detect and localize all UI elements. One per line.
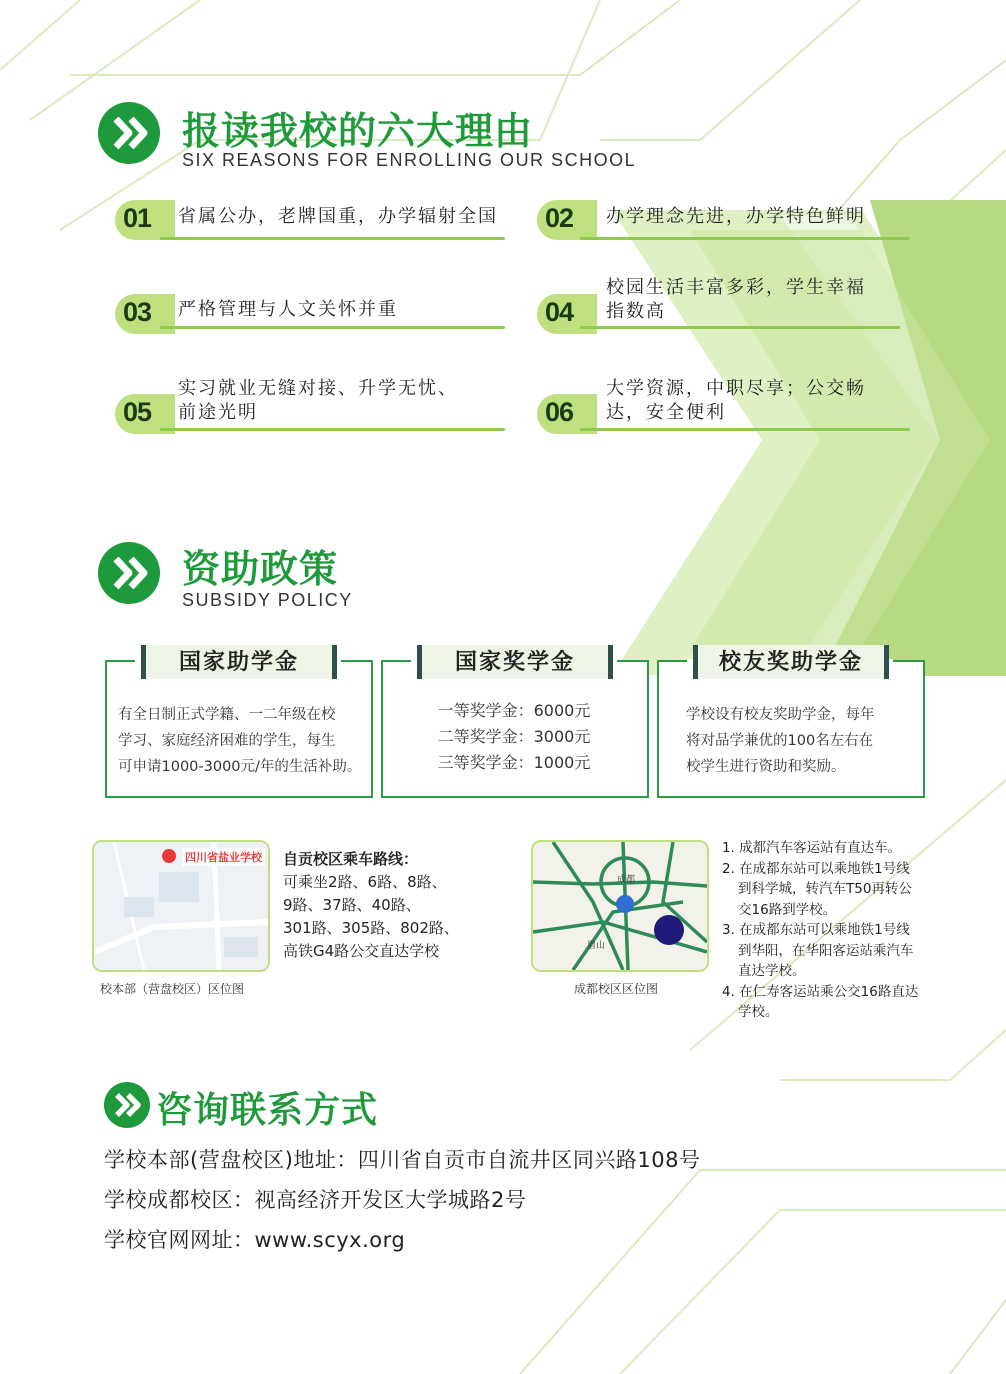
body-line: 三等奖学金：1000元 <box>437 753 591 772</box>
subsidy-subtitle: SUBSIDY POLICY <box>182 590 353 610</box>
zigong-campus-map <box>92 840 270 972</box>
zigong-map-caption: 校本部（营盘校区）区位图 <box>100 982 245 996</box>
route-line: 2. 在成都东站可以乘地铁1号线 <box>722 860 910 877</box>
body-line: 有全日制正式学籍、一二年级在校 <box>118 707 336 723</box>
reason-text: 严格管理与人文关怀并重 <box>178 299 398 320</box>
reason-underline <box>580 326 900 329</box>
reason-text: 校园生活丰富多彩，学生幸福 <box>606 277 866 298</box>
chengdu-route-3 <box>722 920 962 982</box>
body-line: 学校设有校友奖助学金，每年 <box>686 707 875 723</box>
body-line: 学习、家庭经济困难的学生，每生 <box>118 733 336 749</box>
route-line: 4. 在仁寿客运站乘公交16路直达 <box>722 983 919 1000</box>
chengdu-campus-map <box>531 840 709 972</box>
map-marker-label: 四川省盐业学校 <box>182 848 265 866</box>
route-line: 直达学校。 <box>738 963 806 979</box>
reason-text-line2: 前途光明 <box>178 402 258 423</box>
zigong-routes <box>283 848 483 963</box>
body-line: 二等奖学金：3000元 <box>437 727 591 746</box>
reason-number: 02 <box>545 203 574 233</box>
reasons-section-icon <box>98 102 160 164</box>
map-label-chengdu: 成都 <box>617 875 636 885</box>
reason-text: 办学理念先进，办学特色鲜明 <box>606 206 866 227</box>
reason-underline <box>160 326 505 329</box>
reason-number: 06 <box>545 397 574 427</box>
body-line: 可申请1000-3000元/年的生活补助。 <box>118 759 362 775</box>
reason-underline <box>160 237 505 240</box>
route-line: 到科学城，转汽车T50再转公 <box>738 881 912 897</box>
reason-underline <box>580 428 910 431</box>
route-line: 交16路到学校。 <box>738 901 837 918</box>
reason-number: 04 <box>545 297 574 327</box>
reason-text-line2: 指数高 <box>606 301 666 322</box>
reasons-subtitle: SIX REASONS FOR ENROLLING OUR SCHOOL <box>182 150 637 170</box>
subsidy-box-title: 国家助学金 <box>141 645 337 679</box>
chengdu-routes <box>722 838 962 1023</box>
reason-text-line2: 达，安全便利 <box>606 402 726 423</box>
chengdu-route-2 <box>722 859 962 921</box>
map-label-meishan: 眉山 <box>587 941 606 951</box>
route-line: 学校。 <box>738 1004 779 1020</box>
chengdu-route-4 <box>722 982 962 1023</box>
body-line: 一等奖学金：6000元 <box>437 701 591 720</box>
chengdu-map-caption: 成都校区区位图 <box>574 982 659 996</box>
route-line: 1. 成都汽车客运站有直达车。 <box>722 840 902 856</box>
chengdu-route-1 <box>722 838 962 859</box>
zigong-routes-title: 自贡校区乘车路线： <box>283 850 419 868</box>
reason-text: 实习就业无缝对接、升学无忧、 <box>178 378 458 399</box>
subsidy-box-title: 校友奖助学金 <box>693 645 889 679</box>
body-line: 将对品学兼优的100名左右在 <box>686 733 874 749</box>
subsidy-box-title: 国家奖学金 <box>417 645 613 679</box>
contact-line-address: 学校本部(营盘校区)地址：四川省自贡市自流井区同兴路108号 <box>104 1148 701 1172</box>
double-chevron-icon <box>104 1082 150 1128</box>
contact-section-icon <box>104 1082 150 1128</box>
subsidy-section-icon <box>98 542 160 604</box>
contact-title: 咨询联系方式 <box>156 1089 379 1131</box>
subsidy-box-body <box>118 702 368 780</box>
double-chevron-icon <box>98 102 160 164</box>
subsidy-box-body <box>381 698 647 776</box>
route-line: 301路、305路、802路、 <box>283 919 459 937</box>
route-line: 可乘坐2路、6路、8路、 <box>283 873 447 891</box>
subsidy-title: 资助政策 <box>182 546 339 591</box>
route-line: 高铁G4路公交直达学校 <box>283 942 440 960</box>
reason-text: 大学资源，中职尽享；公交畅 <box>606 378 866 399</box>
reason-underline <box>160 428 505 431</box>
route-line: 9路、37路、40路、 <box>283 896 421 914</box>
reason-number: 05 <box>123 397 152 427</box>
contact-line-website[interactable]: 学校官网网址：www.scyx.org <box>104 1228 406 1252</box>
route-line: 3. 在成都东站可以乘地铁1号线 <box>722 922 910 938</box>
double-chevron-icon <box>98 542 160 604</box>
contact-line-chengdu: 学校成都校区：视高经济开发区大学城路2号 <box>104 1188 527 1212</box>
chengdu-map-graphic <box>533 842 707 970</box>
reason-number: 01 <box>123 203 152 233</box>
reasons-title: 报读我校的六大理由 <box>182 108 534 153</box>
reason-text: 省属公办，老牌国重，办学辐射全国 <box>178 206 498 227</box>
reason-underline <box>580 237 910 240</box>
reason-number: 03 <box>123 297 152 327</box>
subsidy-box-body <box>686 702 916 780</box>
route-line: 到华阳，在华阳客运站乘汽车 <box>738 942 914 959</box>
body-line: 校学生进行资助和奖励。 <box>686 759 846 775</box>
